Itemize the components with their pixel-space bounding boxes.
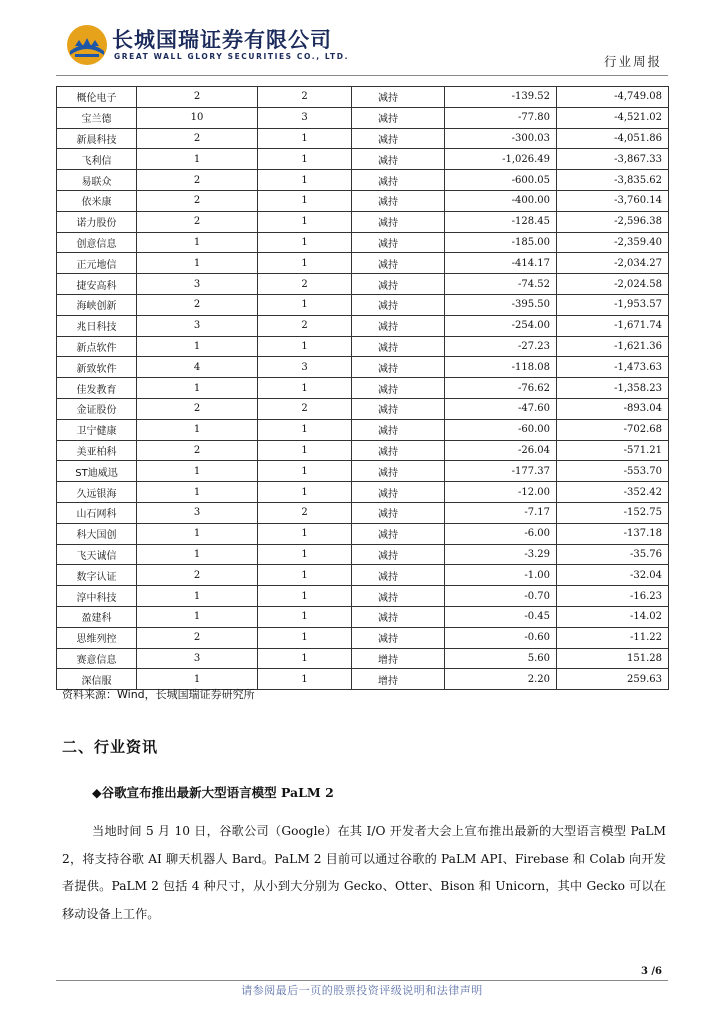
cell-direction: 减持 (352, 190, 445, 211)
cell-stock-name: 概伦电子 (57, 87, 137, 108)
cell-change-value: -4,749.08 (557, 87, 669, 108)
cell-change-value: 259.63 (557, 669, 669, 690)
table-row (57, 482, 669, 503)
cell-direction: 减持 (352, 274, 445, 295)
table-row (57, 128, 669, 149)
cell-count-a: 3 (137, 274, 258, 295)
cell-change-value: -1,671.74 (557, 315, 669, 336)
cell-count-b: 2 (258, 315, 352, 336)
cell-count-a: 1 (137, 606, 258, 627)
cell-stock-name: 久远银海 (57, 482, 137, 503)
cell-direction: 减持 (352, 627, 445, 648)
cell-direction: 减持 (352, 440, 445, 461)
cell-stock-name: 思维列控 (57, 627, 137, 648)
cell-direction: 减持 (352, 315, 445, 336)
table-row (57, 190, 669, 211)
cell-count-b: 1 (258, 461, 352, 482)
cell-count-a: 3 (137, 648, 258, 669)
cell-direction: 减持 (352, 170, 445, 191)
cell-change-value: -2,024.58 (557, 274, 669, 295)
cell-count-b: 2 (258, 502, 352, 523)
cell-change-value: -702.68 (557, 419, 669, 440)
cell-count-a: 2 (137, 565, 258, 586)
cell-count-b: 1 (258, 294, 352, 315)
cell-stock-name: 诺力股份 (57, 211, 137, 232)
cell-change-value: -152.75 (557, 502, 669, 523)
cell-count-b: 1 (258, 378, 352, 399)
cell-count-b: 1 (258, 170, 352, 191)
cell-change-value: -32.04 (557, 565, 669, 586)
cell-direction: 减持 (352, 87, 445, 108)
cell-change-value: -2,034.27 (557, 253, 669, 274)
table-row (57, 87, 669, 108)
footer-divider (56, 980, 668, 981)
cell-count-b: 1 (258, 648, 352, 669)
page-header (0, 0, 724, 86)
cell-direction: 减持 (352, 253, 445, 274)
cell-count-b: 1 (258, 190, 352, 211)
cell-change-shares: -139.52 (445, 87, 557, 108)
cell-change-shares: -128.45 (445, 211, 557, 232)
cell-count-a: 1 (137, 419, 258, 440)
cell-change-shares: -12.00 (445, 482, 557, 503)
cell-stock-name: 淳中科技 (57, 586, 137, 607)
report-type: 行业周报 (603, 54, 662, 69)
cell-change-shares: -254.00 (445, 315, 557, 336)
cell-count-a: 1 (137, 669, 258, 690)
cell-change-shares: -118.08 (445, 357, 557, 378)
cell-change-value: -1,473.63 (557, 357, 669, 378)
cell-change-shares: -60.00 (445, 419, 557, 440)
cell-direction: 减持 (352, 544, 445, 565)
cell-direction: 减持 (352, 378, 445, 399)
table-row (57, 627, 669, 648)
cell-count-a: 10 (137, 107, 258, 128)
page-number: 3 /6 (640, 966, 662, 977)
cell-change-value: -893.04 (557, 398, 669, 419)
cell-count-a: 2 (137, 170, 258, 191)
cell-stock-name: 飞利信 (57, 149, 137, 170)
section-title: 二、行业资讯 (62, 738, 159, 756)
cell-stock-name: 易联众 (57, 170, 137, 191)
table-row (57, 149, 669, 170)
cell-stock-name: 兆日科技 (57, 315, 137, 336)
cell-direction: 减持 (352, 336, 445, 357)
table-row (57, 232, 669, 253)
cell-count-b: 3 (258, 107, 352, 128)
cell-change-shares: -77.80 (445, 107, 557, 128)
cell-stock-name: 美亚柏科 (57, 440, 137, 461)
cell-direction: 减持 (352, 565, 445, 586)
table-row (57, 253, 669, 274)
table-row (57, 606, 669, 627)
cell-count-b: 1 (258, 482, 352, 503)
cell-count-a: 3 (137, 315, 258, 336)
cell-count-b: 1 (258, 211, 352, 232)
cell-change-value: -3,835.62 (557, 170, 669, 191)
cell-change-shares: -6.00 (445, 523, 557, 544)
cell-change-shares: -76.62 (445, 378, 557, 399)
cell-count-a: 1 (137, 461, 258, 482)
cell-change-value: -11.22 (557, 627, 669, 648)
cell-count-b: 2 (258, 87, 352, 108)
cell-change-value: -1,358.23 (557, 378, 669, 399)
cell-stock-name: ST迪威迅 (57, 461, 137, 482)
cell-change-shares: -300.03 (445, 128, 557, 149)
cell-count-a: 1 (137, 482, 258, 503)
cell-change-shares: -600.05 (445, 170, 557, 191)
cell-count-a: 1 (137, 378, 258, 399)
cell-count-b: 1 (258, 627, 352, 648)
cell-direction: 减持 (352, 502, 445, 523)
cell-stock-name: 依米康 (57, 190, 137, 211)
cell-direction: 减持 (352, 107, 445, 128)
cell-stock-name: 赛意信息 (57, 648, 137, 669)
cell-count-a: 1 (137, 523, 258, 544)
cell-count-b: 1 (258, 586, 352, 607)
cell-count-a: 2 (137, 398, 258, 419)
cell-change-shares: -177.37 (445, 461, 557, 482)
cell-stock-name: 深信服 (57, 669, 137, 690)
cell-direction: 减持 (352, 211, 445, 232)
table-row (57, 461, 669, 482)
cell-change-value: -2,596.38 (557, 211, 669, 232)
cell-change-value: -3,760.14 (557, 190, 669, 211)
company-logo-icon (66, 24, 108, 66)
cell-count-b: 1 (258, 565, 352, 586)
cell-count-a: 2 (137, 294, 258, 315)
company-name-cn: 长城国瑞证券有限公司 (112, 28, 332, 52)
cell-count-b: 1 (258, 336, 352, 357)
cell-change-shares: -3.29 (445, 544, 557, 565)
cell-stock-name: 新致软件 (57, 357, 137, 378)
cell-direction: 增持 (352, 669, 445, 690)
table-row (57, 274, 669, 295)
cell-count-b: 1 (258, 544, 352, 565)
cell-count-b: 1 (258, 419, 352, 440)
cell-stock-name: 佳发教育 (57, 378, 137, 399)
cell-stock-name: 正元地信 (57, 253, 137, 274)
cell-change-shares: -74.52 (445, 274, 557, 295)
cell-change-value: -553.70 (557, 461, 669, 482)
cell-count-a: 2 (137, 128, 258, 149)
cell-count-a: 1 (137, 232, 258, 253)
table-row (57, 586, 669, 607)
table-row (57, 170, 669, 191)
cell-change-value: -352.42 (557, 482, 669, 503)
cell-change-shares: -0.70 (445, 586, 557, 607)
cell-direction: 减持 (352, 128, 445, 149)
cell-change-value: -4,521.02 (557, 107, 669, 128)
cell-stock-name: 数字认证 (57, 565, 137, 586)
table-row (57, 378, 669, 399)
cell-count-a: 1 (137, 336, 258, 357)
cell-stock-name: 飞天诚信 (57, 544, 137, 565)
cell-stock-name: 新点软件 (57, 336, 137, 357)
cell-count-b: 1 (258, 669, 352, 690)
cell-count-a: 1 (137, 149, 258, 170)
cell-change-shares: -1,026.49 (445, 149, 557, 170)
cell-stock-name: 金证股份 (57, 398, 137, 419)
header-divider (56, 75, 668, 76)
cell-count-a: 1 (137, 253, 258, 274)
cell-stock-name: 捷安高科 (57, 274, 137, 295)
table-row (57, 315, 669, 336)
cell-change-value: -14.02 (557, 606, 669, 627)
footer-disclaimer[interactable]: 请参阅最后一页的股票投资评级说明和法律声明 (241, 984, 483, 997)
cell-stock-name: 创意信息 (57, 232, 137, 253)
cell-direction: 减持 (352, 606, 445, 627)
cell-stock-name: 卫宁健康 (57, 419, 137, 440)
cell-count-b: 1 (258, 440, 352, 461)
table-row (57, 336, 669, 357)
cell-stock-name: 新晨科技 (57, 128, 137, 149)
cell-direction: 减持 (352, 419, 445, 440)
table-row (57, 544, 669, 565)
table-row (57, 419, 669, 440)
cell-change-value: -4,051.86 (557, 128, 669, 149)
cell-stock-name: 山石网科 (57, 502, 137, 523)
cell-count-b: 1 (258, 232, 352, 253)
cell-change-value: -16.23 (557, 586, 669, 607)
data-source-note: 资料来源：Wind，长城国瑞证券研究所 (62, 688, 255, 701)
cell-change-value: -137.18 (557, 523, 669, 544)
table-row (57, 648, 669, 669)
cell-direction: 减持 (352, 294, 445, 315)
cell-change-shares: -414.17 (445, 253, 557, 274)
cell-direction: 减持 (352, 357, 445, 378)
table-row (57, 502, 669, 523)
cell-direction: 减持 (352, 398, 445, 419)
cell-change-shares: -26.04 (445, 440, 557, 461)
cell-count-b: 3 (258, 357, 352, 378)
news-heading: ◆谷歌宣布推出最新大型语言模型 PaLM 2 (92, 785, 334, 800)
cell-count-a: 2 (137, 211, 258, 232)
cell-direction: 减持 (352, 461, 445, 482)
table-row (57, 107, 669, 128)
cell-count-b: 2 (258, 274, 352, 295)
cell-change-value: -571.21 (557, 440, 669, 461)
cell-stock-name: 海峡创新 (57, 294, 137, 315)
cell-change-value: 151.28 (557, 648, 669, 669)
cell-count-a: 2 (137, 440, 258, 461)
cell-change-value: -2,359.40 (557, 232, 669, 253)
cell-direction: 减持 (352, 482, 445, 503)
cell-change-shares: -27.23 (445, 336, 557, 357)
table-row (57, 398, 669, 419)
cell-change-value: -3,867.33 (557, 149, 669, 170)
cell-change-shares: -185.00 (445, 232, 557, 253)
cell-direction: 减持 (352, 232, 445, 253)
cell-stock-name: 科大国创 (57, 523, 137, 544)
table-row (57, 357, 669, 378)
cell-change-shares: 5.60 (445, 648, 557, 669)
cell-direction: 减持 (352, 149, 445, 170)
cell-count-b: 1 (258, 149, 352, 170)
table-row (57, 565, 669, 586)
table-row (57, 440, 669, 461)
news-body: 当地时间 5 月 10 日，谷歌公司（Google）在其 I/O 开发者大会上宣布推出最新的大型语言模型 PaLM 2，将支持谷歌 AI 聊天机器人 Bard。PaLM 2 目前可以通过谷歌的 PaLM API、Firebase 和 Colab 向开发者提供。PaLM 2 包括 4 种尺寸，从小到大分别为 Gecko、Otter、Bison 和 Unicorn，其中 Gecko 可以在移动设备上工作。 (62, 824, 666, 921)
cell-direction: 减持 (352, 523, 445, 544)
cell-count-a: 1 (137, 586, 258, 607)
cell-stock-name: 盈建科 (57, 606, 137, 627)
table-row (57, 211, 669, 232)
cell-change-shares: 2.20 (445, 669, 557, 690)
table-row (57, 523, 669, 544)
cell-change-shares: -0.60 (445, 627, 557, 648)
cell-count-b: 1 (258, 606, 352, 627)
cell-count-a: 1 (137, 544, 258, 565)
cell-count-a: 2 (137, 190, 258, 211)
cell-change-value: -1,621.36 (557, 336, 669, 357)
cell-direction: 增持 (352, 648, 445, 669)
cell-count-b: 1 (258, 253, 352, 274)
cell-count-a: 2 (137, 87, 258, 108)
cell-change-shares: -7.17 (445, 502, 557, 523)
cell-change-shares: -47.60 (445, 398, 557, 419)
cell-direction: 减持 (352, 586, 445, 607)
cell-change-shares: -0.45 (445, 606, 557, 627)
cell-count-a: 4 (137, 357, 258, 378)
cell-change-value: -1,953.57 (557, 294, 669, 315)
cell-change-shares: -1.00 (445, 565, 557, 586)
cell-count-b: 1 (258, 523, 352, 544)
cell-change-shares: -395.50 (445, 294, 557, 315)
company-name-en: GREAT WALL GLORY SECURITIES CO., LTD. (114, 52, 350, 61)
shareholding-change-table (56, 86, 669, 690)
cell-count-a: 2 (137, 627, 258, 648)
cell-stock-name: 宝兰德 (57, 107, 137, 128)
cell-count-b: 2 (258, 398, 352, 419)
cell-change-value: -35.76 (557, 544, 669, 565)
cell-count-b: 1 (258, 128, 352, 149)
table-row (57, 294, 669, 315)
cell-change-shares: -400.00 (445, 190, 557, 211)
cell-count-a: 3 (137, 502, 258, 523)
